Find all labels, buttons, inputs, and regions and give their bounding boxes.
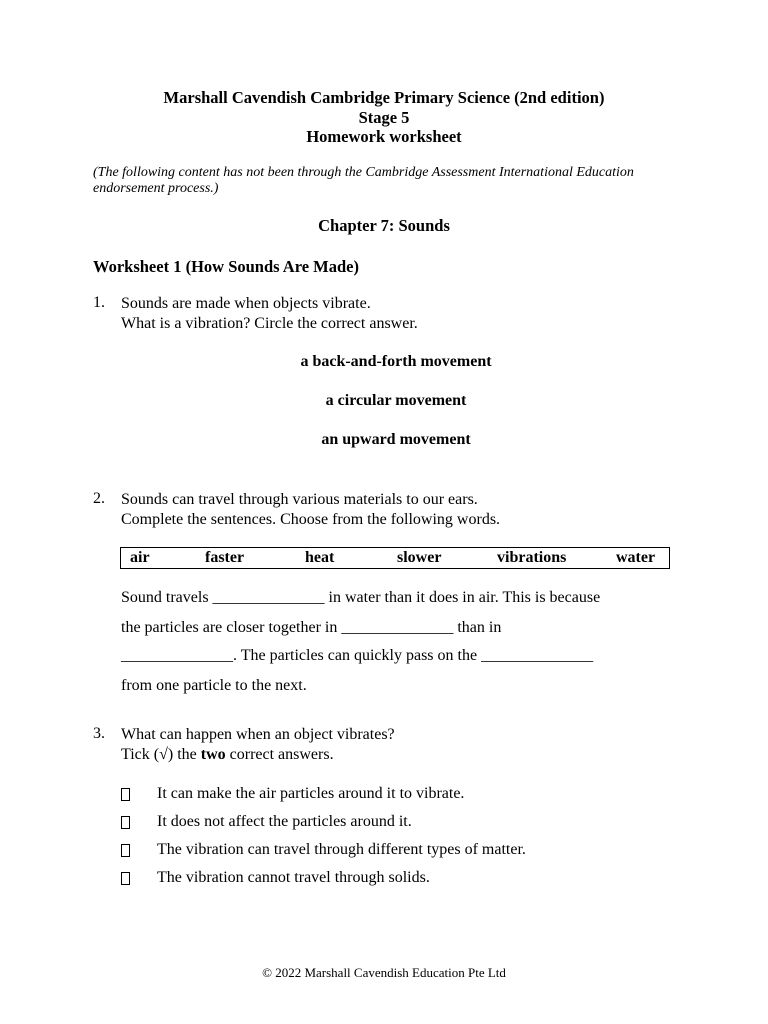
- fill-in-sentence-2[interactable]: the particles are closer together in ______________ than in: [121, 619, 502, 636]
- document-title: Marshall Cavendish Cambridge Primary Science (2nd edition): [163, 88, 605, 107]
- q1-option-2[interactable]: a circular movement: [325, 392, 467, 409]
- word-bank-item: water: [616, 549, 656, 566]
- tick-choice-label: It can make the air particles around it to vibrate.: [157, 785, 465, 802]
- tick-choice-label: The vibration can travel through different types of matter.: [157, 841, 526, 858]
- question-3-number: 3.: [93, 725, 105, 742]
- tick-choice-label: The vibration cannot travel through solids.: [157, 869, 430, 886]
- question-2-line-2: Complete the sentences. Choose from the following words.: [121, 511, 501, 528]
- question-3-line-2: [121, 745, 395, 765]
- word-bank: [120, 547, 670, 569]
- word-bank-item: air: [130, 549, 150, 566]
- question-3-text: [121, 725, 395, 765]
- tick-choice-4[interactable]: [0, 869, 768, 889]
- checkbox[interactable]: [121, 872, 130, 885]
- tick-choice-2[interactable]: [0, 813, 768, 833]
- checkbox[interactable]: [121, 816, 130, 829]
- word-bank-item: vibrations: [497, 549, 567, 566]
- question-2-number: 2.: [93, 490, 105, 507]
- q1-option-1[interactable]: a back-and-forth movement: [300, 353, 492, 370]
- word-bank-item: faster: [205, 549, 245, 566]
- word-bank-item: heat: [305, 549, 335, 566]
- checkbox[interactable]: [121, 788, 130, 801]
- fill-in-sentence-3[interactable]: ______________. The particles can quickly pass on the ______________: [121, 647, 594, 664]
- document-subtitle: Homework worksheet: [306, 127, 462, 146]
- question-1-line-2: What is a vibration? Circle the correct answer.: [121, 315, 418, 332]
- question-3-emphasis: two: [200, 746, 226, 763]
- question-1-text: [121, 294, 418, 334]
- chapter-title: Chapter 7: Sounds: [318, 216, 450, 235]
- question-3-line-2-prefix: Tick (√) the: [121, 746, 201, 763]
- question-3-line-1: What can happen when an object vibrates?: [121, 726, 395, 743]
- document-stage: Stage 5: [358, 108, 410, 127]
- question-1-line-1: Sounds are made when objects vibrate.: [121, 295, 371, 312]
- q1-option-3[interactable]: an upward movement: [321, 431, 471, 448]
- question-2-line-1: Sounds can travel through various materials to our ears.: [121, 491, 478, 508]
- word-bank-item: slower: [397, 549, 442, 566]
- tick-choice-3[interactable]: [0, 841, 768, 861]
- checkbox[interactable]: [121, 844, 130, 857]
- question-2-text: [121, 490, 500, 530]
- fill-in-sentence-4: from one particle to the next.: [121, 677, 307, 694]
- worksheet-title: Worksheet 1 (How Sounds Are Made): [93, 257, 359, 276]
- question-3-line-2-suffix: correct answers.: [225, 746, 334, 763]
- copyright-footer: © 2022 Marshall Cavendish Education Pte Ltd: [262, 965, 506, 980]
- question-1-number: 1.: [93, 294, 105, 311]
- tick-choice-1[interactable]: [0, 785, 768, 805]
- fill-in-sentence-1[interactable]: Sound travels ______________ in water than it does in air. This is because: [121, 589, 601, 606]
- tick-choice-label: It does not affect the particles around it.: [157, 813, 412, 830]
- endorsement-note: (The following content has not been through the Cambridge Assessment International Education endorsement process.): [93, 165, 634, 196]
